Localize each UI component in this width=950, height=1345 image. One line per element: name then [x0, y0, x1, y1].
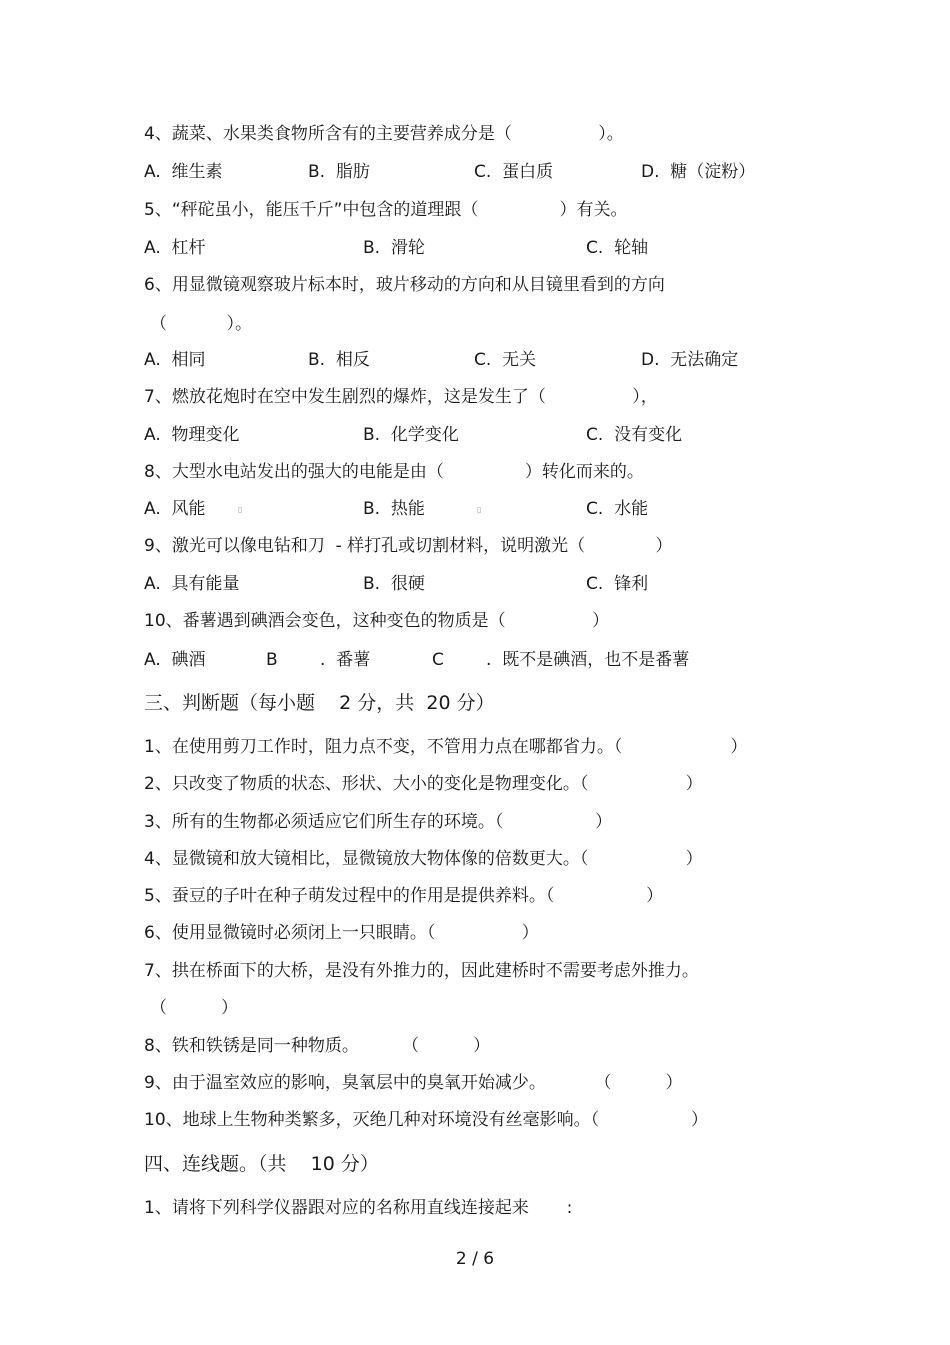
question-10-stem: 10、番薯遇到碘酒会变色，这种变色的物质是（ ）: [144, 611, 610, 631]
judgment-item: 5、蚕豆的子叶在种子萌发过程中的作用是提供养料。（ ）: [144, 886, 664, 906]
question-9-stem: 9、激光可以像电钻和刀 - 样打孔或切割材料，说明激光（ ）: [144, 536, 673, 556]
option-c-text: . 既不是碘酒，也不是番薯: [486, 650, 690, 670]
option-b: B. 脂肪: [308, 162, 370, 182]
page-number: 2 / 6: [455, 1249, 495, 1269]
judgment-item: 7、拱在桥面下的大桥，是没有外推力的，因此建桥时不需要考虑外推力。: [144, 961, 699, 981]
option-d: D. 无法确定: [641, 350, 739, 370]
judgment-item: 10、地球上生物种类繁多，灭绝几种对环境没有丝毫影响。（ ）: [144, 1110, 708, 1130]
option-a: A. 风能: [144, 499, 206, 519]
matching-item: 1、请将下列科学仪器跟对应的名称用直线连接起来 :: [144, 1198, 573, 1218]
section-4-title: 四、连线题。（共 10 分）: [144, 1153, 379, 1175]
section-3-title: 三、判断题（每小题 2 分，共 20 分）: [144, 692, 495, 714]
option-b: B. 化学变化: [363, 425, 459, 445]
judgment-item: 2、只改变了物质的状态、形状、大小的变化是物理变化。（ ）: [144, 774, 703, 794]
question-8-stem: 8、大型水电站发出的强大的电能是由（ ）转化而来的。: [144, 462, 644, 482]
option-b: B. 热能: [363, 499, 425, 519]
question-4-options: [144, 161, 844, 183]
question-4-stem: 4、蔬菜、水果类食物所含有的主要营养成分是（ ）。: [144, 124, 624, 144]
question-8-options: [144, 498, 844, 520]
question-6-stem-continued: （ ）。: [150, 314, 252, 334]
question-10-options: [144, 649, 844, 671]
option-b: B. 相反: [308, 350, 370, 370]
option-c: C. 锋利: [586, 574, 649, 594]
option-b-text: . 番薯: [320, 650, 371, 670]
option-d: D. 糖（淀粉）: [641, 162, 756, 182]
option-b-letter: B: [266, 650, 278, 670]
option-c-letter: C: [432, 650, 444, 670]
option-a: A. 物理变化: [144, 425, 240, 445]
judgment-item: 3、所有的生物都必须适应它们所生存的环境。（ ）: [144, 812, 613, 832]
artifact-mark: ▯: [238, 505, 243, 514]
judgment-item: 9、由于温室效应的影响，臭氧层中的臭氧开始减少。 （ ）: [144, 1073, 683, 1093]
option-a: A. 相同: [144, 350, 206, 370]
judgment-item: 6、使用显微镜时必须闭上一只眼睛。（ ）: [144, 923, 539, 943]
judgment-item: 1、在使用剪刀工作时，阻力点不变，不管用力点在哪都省力。（ ）: [144, 737, 748, 757]
option-c: C. 轮轴: [586, 238, 649, 258]
option-c: C. 没有变化: [586, 425, 683, 445]
option-a: A. 碘酒: [144, 650, 206, 670]
option-a: A. 杠杆: [144, 238, 206, 258]
judgment-item: 8、铁和铁锈是同一种物质。 （ ）: [144, 1036, 491, 1056]
artifact-mark: ▯: [477, 505, 482, 514]
option-c: C. 无关: [474, 350, 537, 370]
question-5-stem: 5、“秤砣虽小，能压千斤”中包含的道理跟（ ）有关。: [144, 200, 628, 220]
question-6-stem: 6、用显微镜观察玻片标本时，玻片移动的方向和从目镜里看到的方向: [144, 275, 665, 295]
option-b: B. 滑轮: [363, 238, 425, 258]
judgment-item-continued: （ ）: [150, 998, 239, 1018]
option-a: A. 维生素: [144, 162, 223, 182]
option-c: C. 水能: [586, 499, 649, 519]
question-7-options: [144, 424, 844, 446]
question-9-options: [144, 573, 844, 595]
option-c: C. 蛋白质: [474, 162, 554, 182]
question-5-options: [144, 237, 844, 259]
question-6-options: [144, 349, 844, 371]
option-a: A. 具有能量: [144, 574, 240, 594]
question-7-stem: 7、燃放花炮时在空中发生剧烈的爆炸，这是发生了（ ），: [144, 387, 658, 407]
option-b: B. 很硬: [363, 574, 425, 594]
judgment-item: 4、显微镜和放大镜相比，显微镜放大物体像的倍数更大。（ ）: [144, 849, 703, 869]
